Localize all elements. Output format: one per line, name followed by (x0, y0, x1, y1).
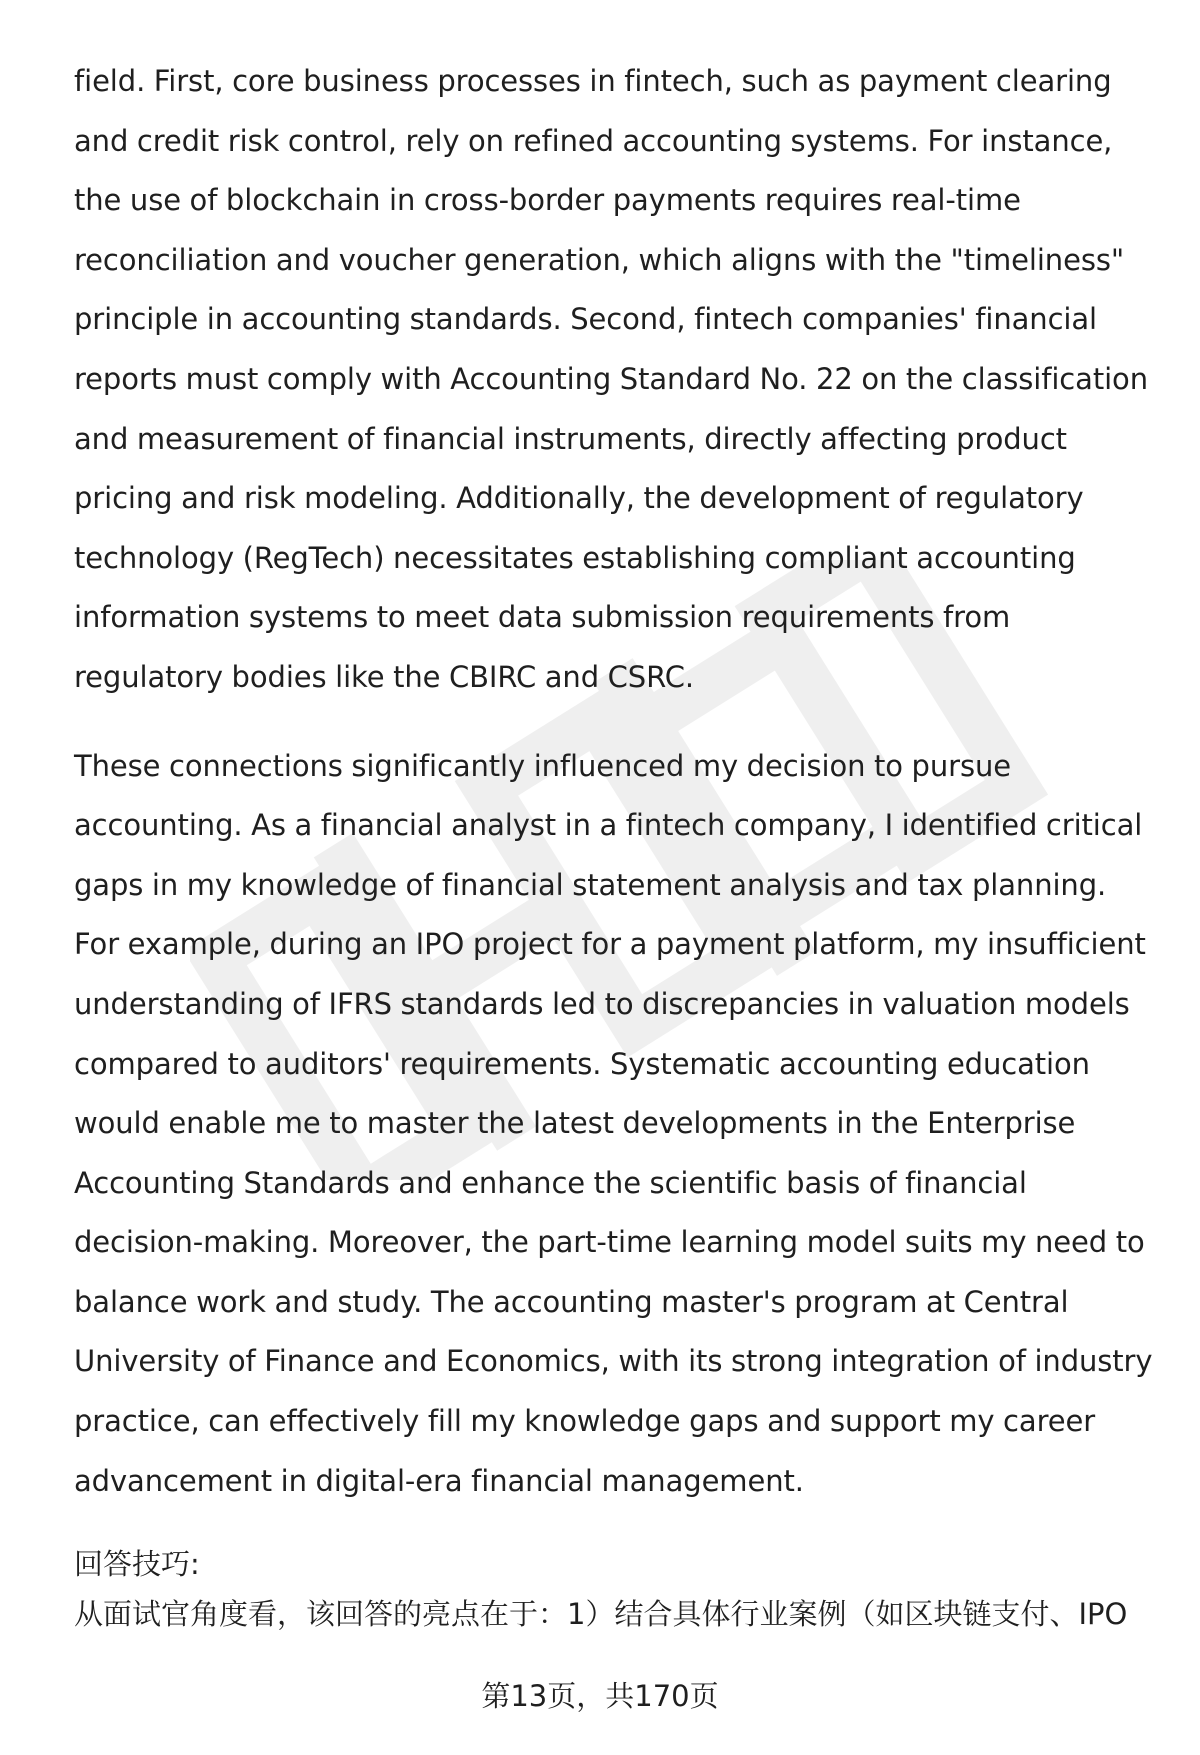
page-number: 第13页，共170页 (481, 1679, 719, 1713)
document-body (74, 52, 1154, 1639)
paragraph-1: field. First, core business processes in fintech, such as payment clearing and credit risk control, rely on refined accounting systems. For instance, the use of blockchain in cross-border payments requires real-time reconciliation and voucher generation, which aligns with the "timeliness" principle in accounting standards. Second, fintech companies' financial reports must comply with Accounting Standard No. 22 on the classification and measurement of financial instruments, directly affecting product pricing and risk modeling. Additionally, the development of regulatory technology (RegTech) necessitates establishing compliant accounting information systems to meet data submission requirements from regulatory bodies like the CBIRC and CSRC. (74, 64, 1148, 694)
tips-label: 回答技巧: (74, 1547, 200, 1582)
paragraph-2: These connections significantly influenced my decision to pursue accounting. As a financial analyst in a fintech company, I identified critical gaps in my knowledge of financial statement analysis and tax planning. For example, during an IPO project for a payment platform, my insufficient understanding of IFRS standards led to discrepancies in valuation models compared to auditors' requirements. Systematic accounting education would enable me to master the latest developments in the Enterprise Accounting Standards and enhance the scientific basis of financial decision-making. Moreover, the part-time learning model suits my need to balance work and study. The accounting master's program at Central University of Finance and Economics, with its strong integration of industry practice, can effectively fill my knowledge gaps and support my career advancement in digital-era financial management. (74, 748, 1153, 1498)
tips-text: 从面试官角度看，该回答的亮点在于：1）结合具体行业案例（如区块链支付、IPO (74, 1597, 1128, 1632)
answer-tips (74, 1539, 1154, 1639)
